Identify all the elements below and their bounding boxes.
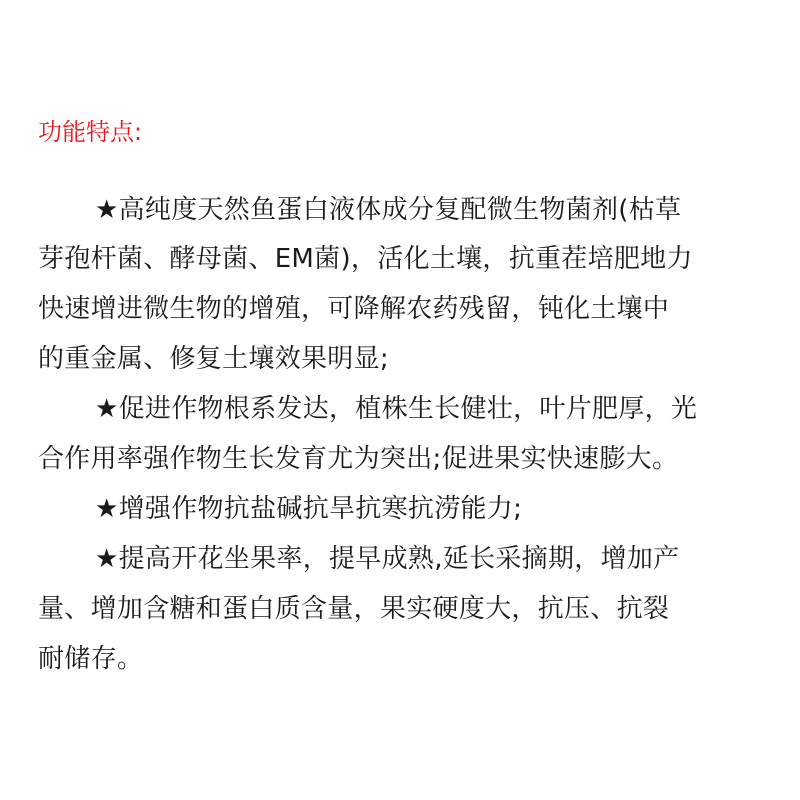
paragraph-line: 芽孢杆菌、酵母菌、EM菌)，活化土壤，抗重茬培肥地力 <box>38 244 693 274</box>
paragraph-line: 快速增进微生物的增殖，可降解农药残留，钝化土壤中 <box>38 294 670 324</box>
paragraph-line: 耐储存。 <box>38 644 144 674</box>
paragraph-line: ★增强作物抗盐碱抗旱抗寒抗涝能力; <box>95 494 523 524</box>
paragraph-line: ★提高开花坐果率，提早成熟,延长采摘期，增加产 <box>95 544 680 574</box>
paragraph-line: 的重金属、修复土壤效果明显; <box>38 344 389 374</box>
paragraph-line: 合作用率强作物生长发育尤为突出;促进果实快速膨大。 <box>38 444 679 474</box>
paragraph-line: ★促进作物根系发达，植株生长健壮，叶片肥厚，光 <box>95 394 698 424</box>
paragraph-line: ★高纯度天然鱼蛋白液体成分复配微生物菌剂(枯草 <box>95 195 682 225</box>
section-heading: 功能特点: <box>38 118 143 146</box>
paragraph-line: 量、增加含糖和蛋白质含量，果实硬度大，抗压、抗裂 <box>38 594 670 624</box>
